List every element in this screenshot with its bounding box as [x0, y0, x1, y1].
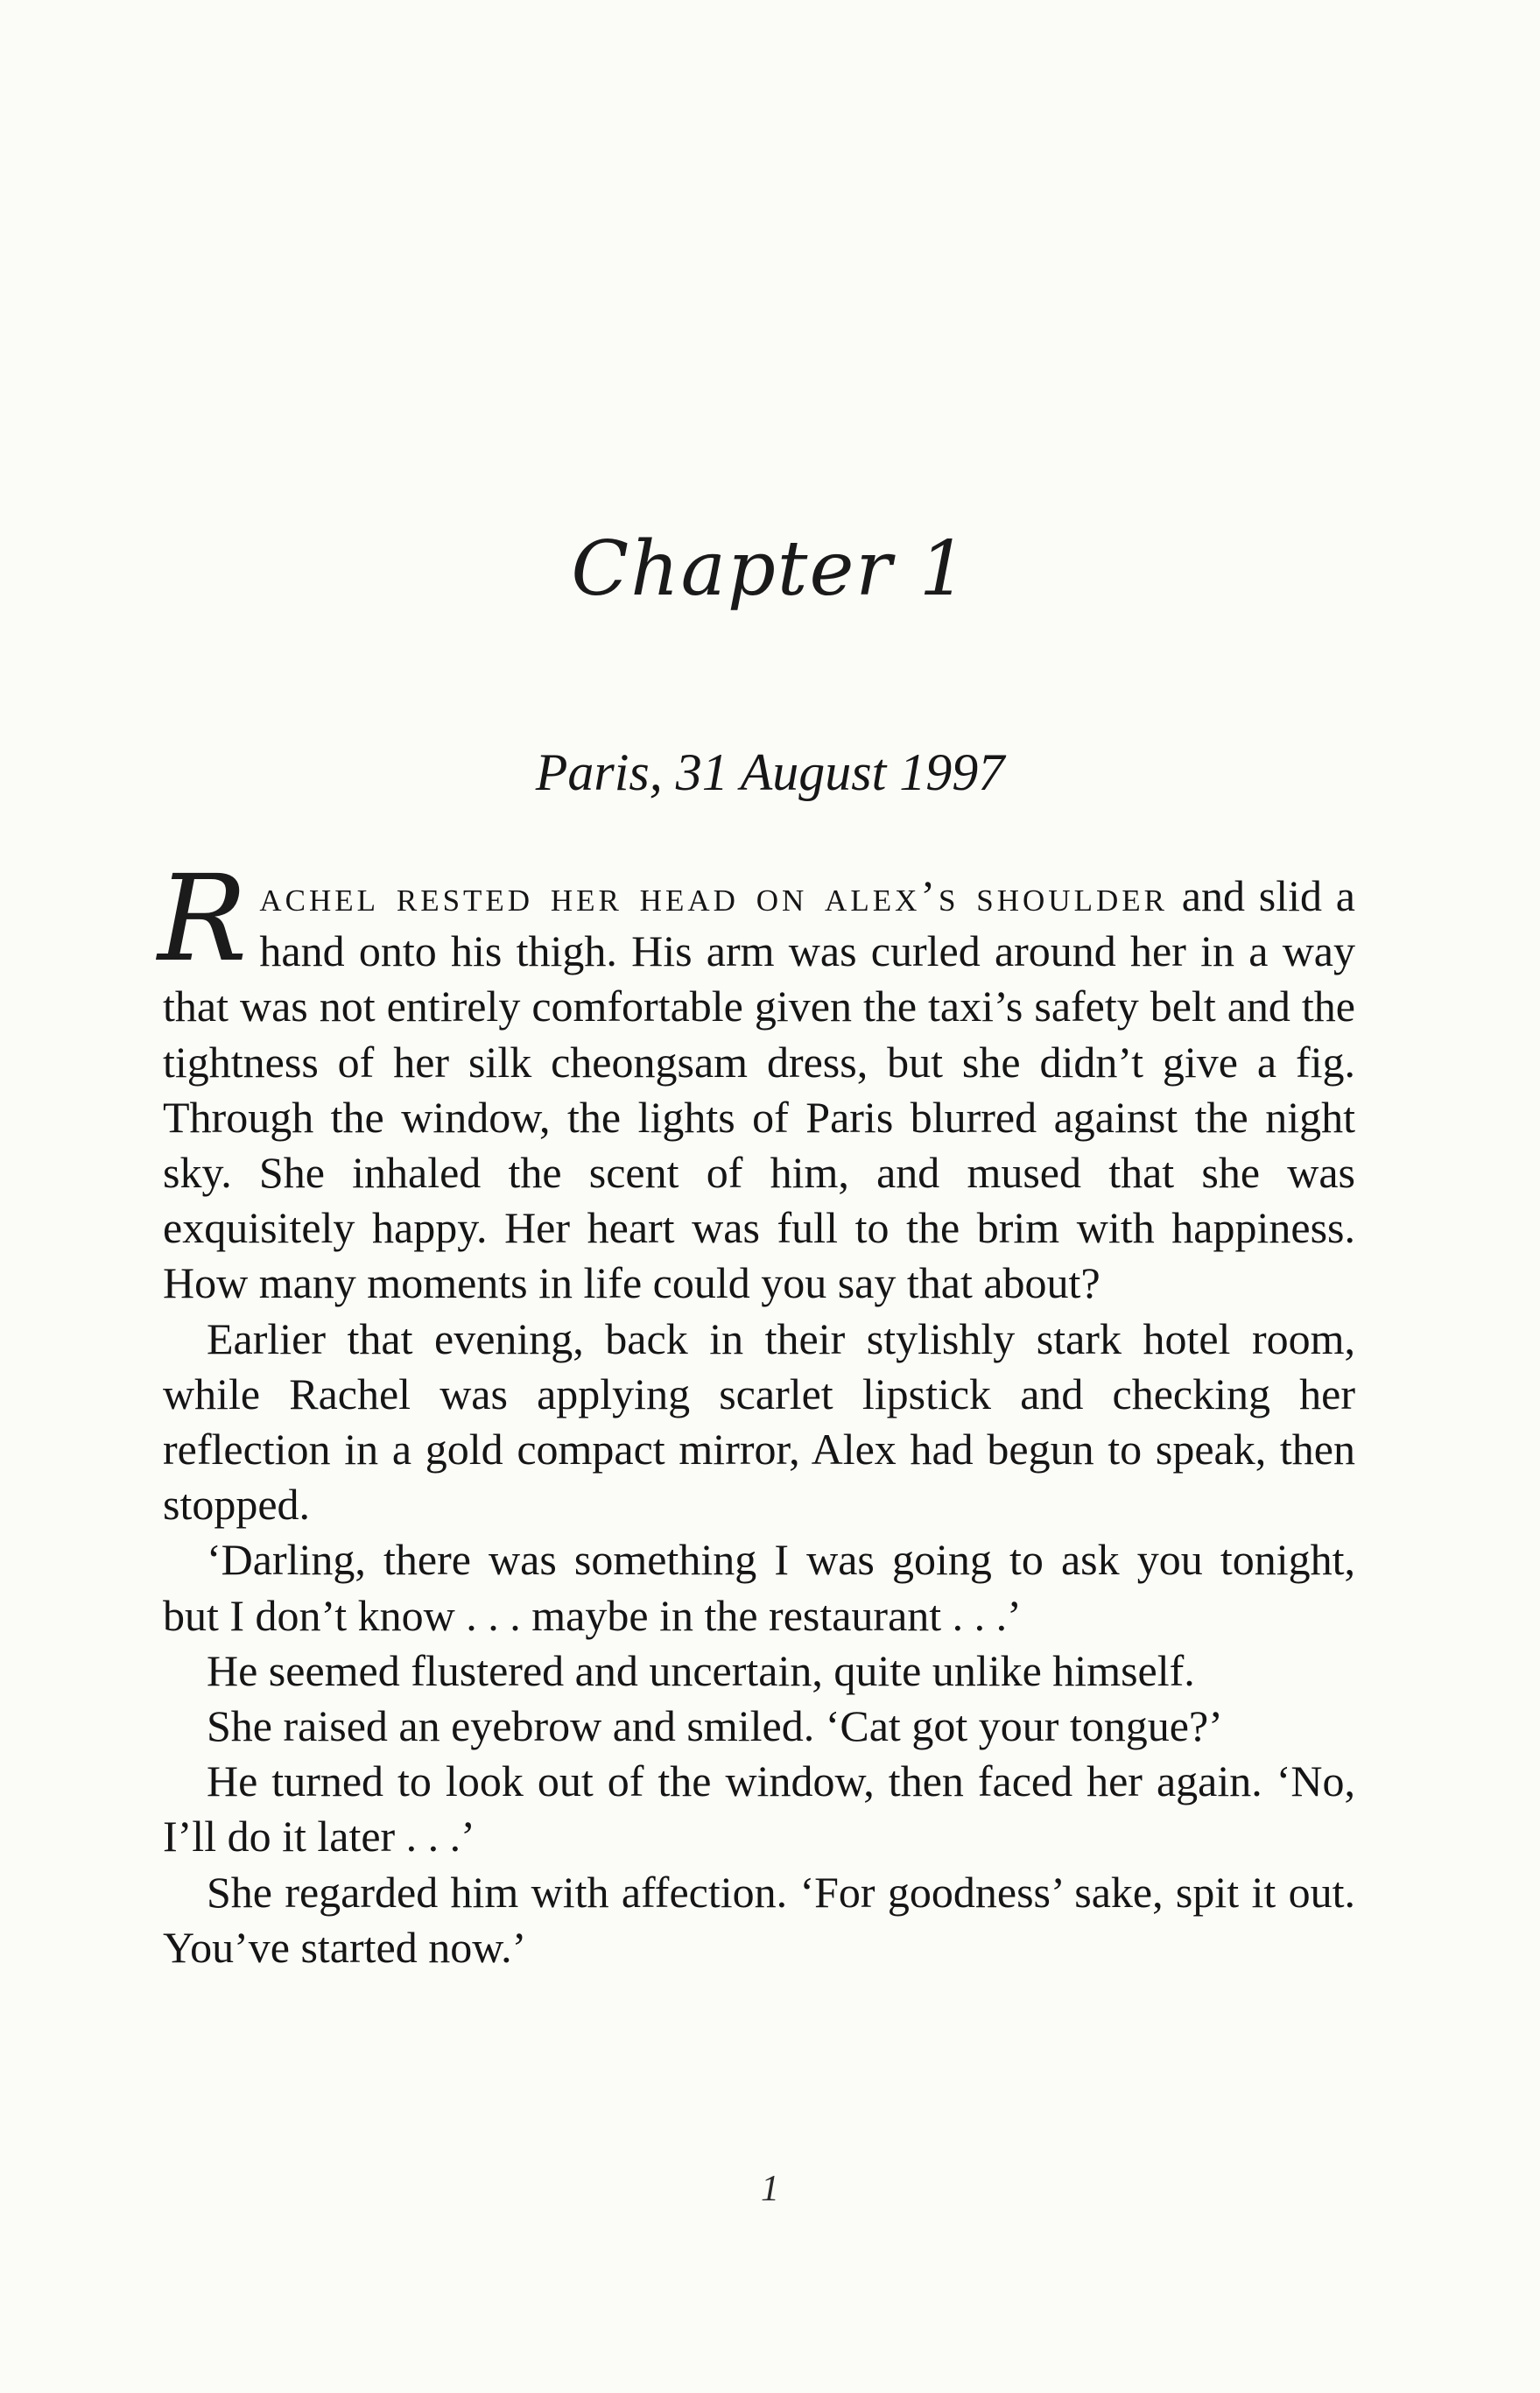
paragraph: He turned to look out of the window, then faced her again. ‘No, I’ll do it later . . .’: [163, 1756, 1355, 1862]
paragraph: Earlier that evening, back in their stylishly stark hotel room, while Rachel was applying scarlet lipstick and checking her reflection in a gold compact mirror, Alex had begun to speak, then stopped.: [163, 1313, 1355, 1530]
body-text: [158, 850, 1355, 1975]
opening-text: and slid a hand onto his thigh. His arm was curled around her in a way that was not entirely comfortable given the taxi’s safety belt and the tightness of her silk cheongsam dress, but she didn’t give a fig. Through the window, the lights of Paris blurred against the night sky. She inhaled the scent of him, and mused that she was exquisitely happy. Her heart was full to the brim with happiness. How many moments in life could you say that about?: [163, 871, 1355, 1308]
paragraph: ‘Darling, there was something I was going to ask you tonight, but I don’t know . . . maybe in the restaurant . . .’: [163, 1535, 1355, 1640]
opening-paragraph: [158, 850, 1355, 1312]
opening-small-caps: achel rested her head on alex’s shoulder: [259, 871, 1168, 920]
chapter-heading: Chapter 1: [571, 525, 969, 613]
paragraph: He seemed flustered and uncertain, quite unlike himself.: [207, 1645, 1195, 1695]
paragraph: She raised an eyebrow and smiled. ‘Cat got your tongue?’: [207, 1701, 1223, 1751]
dateline: Paris, 31 August 1997: [535, 743, 1005, 801]
page-number: 1: [761, 2169, 779, 2209]
paragraph: She regarded him with affection. ‘For goodness’ sake, spit it out. You’ve started now.’: [163, 1867, 1355, 1972]
drop-cap: R: [158, 850, 248, 989]
